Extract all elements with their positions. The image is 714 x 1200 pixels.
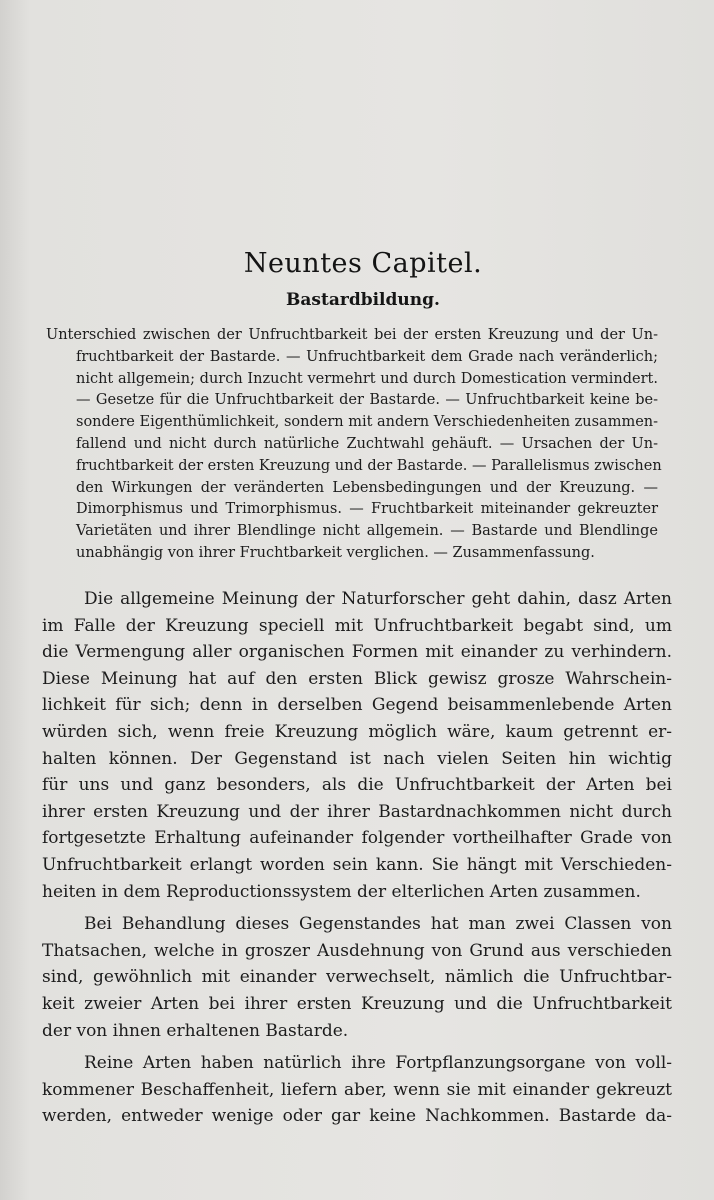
summary-line: fruchtbarkeit der ersten Kreuzung und der Bastarde. — Parallelismus zwischen xyxy=(76,457,662,474)
summary-line: Unterschied zwischen der Unfruchtbarkeit bei der ersten Kreuzung und der Un- xyxy=(46,327,658,343)
paragraph-line: Thatsachen, welche in groszer Ausdehnung von Grund aus verschieden xyxy=(42,940,672,961)
body-text xyxy=(42,586,672,1130)
summary-line: — Gesetze für die Unfruchtbarkeit der Bastarde. — Unfruchtbarkeit keine be- xyxy=(76,392,658,409)
paragraph-line: Reine Arten haben natürlich ihre Fortpflanzungsorgane von voll- xyxy=(84,1053,672,1074)
paragraph-line: würden sich, wenn freie Kreuzung möglich wäre, kaum getrennt er- xyxy=(42,721,672,742)
paragraph-line: ihrer ersten Kreuzung und der ihrer Bastardnachkommen nicht durch xyxy=(42,801,672,822)
paragraph-line: lichkeit für sich; denn in derselben Gegend beisammenlebende Arten xyxy=(42,695,672,716)
paragraph-line: für uns und ganz besonders, als die Unfruchtbarkeit der Arten bei xyxy=(42,775,672,796)
summary-line: sondere Eigenthümlichkeit, sondern mit andern Verschiedenheiten zusammen- xyxy=(76,414,659,431)
paragraph-line: Diese Meinung hat auf den ersten Blick gewisz grosze Wahrschein- xyxy=(42,668,672,689)
paragraph-line: heiten in dem Reproductionssystem der elterlichen Arten zusammen. xyxy=(42,881,641,902)
paragraph-line: sind, gewöhnlich mit einander verwechselt, nämlich die Unfruchtbar- xyxy=(42,967,672,988)
chapter-subtitle: Bastardbildung. xyxy=(286,290,440,310)
paragraph-line: der von ihnen erhaltenen Bastarde. xyxy=(42,1020,349,1041)
paragraph-line: halten können. Der Gegenstand ist nach vielen Seiten hin wichtig xyxy=(42,748,672,769)
chapter-summary xyxy=(46,325,662,565)
paragraph-line: Die allgemeine Meinung der Naturforscher geht dahin, dasz Arten xyxy=(84,589,672,609)
summary-line: nicht allgemein; durch Inzucht vermehrt und durch Domestication vermindert. xyxy=(76,370,658,387)
paragraph-line: kommener Beschaffenheit, liefern aber, wenn sie mit einander gekreuzt xyxy=(42,1079,672,1100)
summary-line: Varietäten und ihrer Blendlinge nicht allgemein. — Bastarde und Blendlinge xyxy=(76,523,658,540)
summary-line: den Wirkungen der veränderten Lebensbedingungen und der Kreuzung. — xyxy=(76,479,658,496)
summary-line: fallend und nicht durch natürliche Zuchtwahl gehäuft. — Ursachen der Un- xyxy=(76,435,658,452)
paragraph-line: keit zweier Arten bei ihrer ersten Kreuzung und die Unfruchtbarkeit xyxy=(42,993,672,1014)
chapter-title: Neuntes Capitel. xyxy=(243,248,483,279)
paragraph-line: Unfruchtbarkeit erlangt worden sein kann. Sie hängt mit Verschieden- xyxy=(42,854,672,875)
paragraph-line: fortgesetzte Erhaltung aufeinander folgender vortheilhafter Grade von xyxy=(42,828,672,849)
paragraph-line: werden, entweder wenige oder gar keine Nachkommen. Bastarde da- xyxy=(42,1106,672,1127)
paragraph-line: im Falle der Kreuzung speciell mit Unfruchtbarkeit begabt sind, um xyxy=(42,615,672,636)
paragraph-line: die Vermengung aller organischen Formen mit einander zu verhindern. xyxy=(42,642,672,663)
summary-line: fruchtbarkeit der Bastarde. — Unfruchtbarkeit dem Grade nach veränderlich; xyxy=(76,348,658,365)
paragraph-line: Bei Behandlung dieses Gegenstandes hat man zwei Classen von xyxy=(84,914,672,935)
summary-line: Dimorphismus und Trimorphismus. — Fruchtbarkeit miteinander gekreuzter xyxy=(76,501,658,518)
summary-line: unabhängig von ihrer Fruchtbarkeit verglichen. — Zusammenfassung. xyxy=(76,544,595,561)
